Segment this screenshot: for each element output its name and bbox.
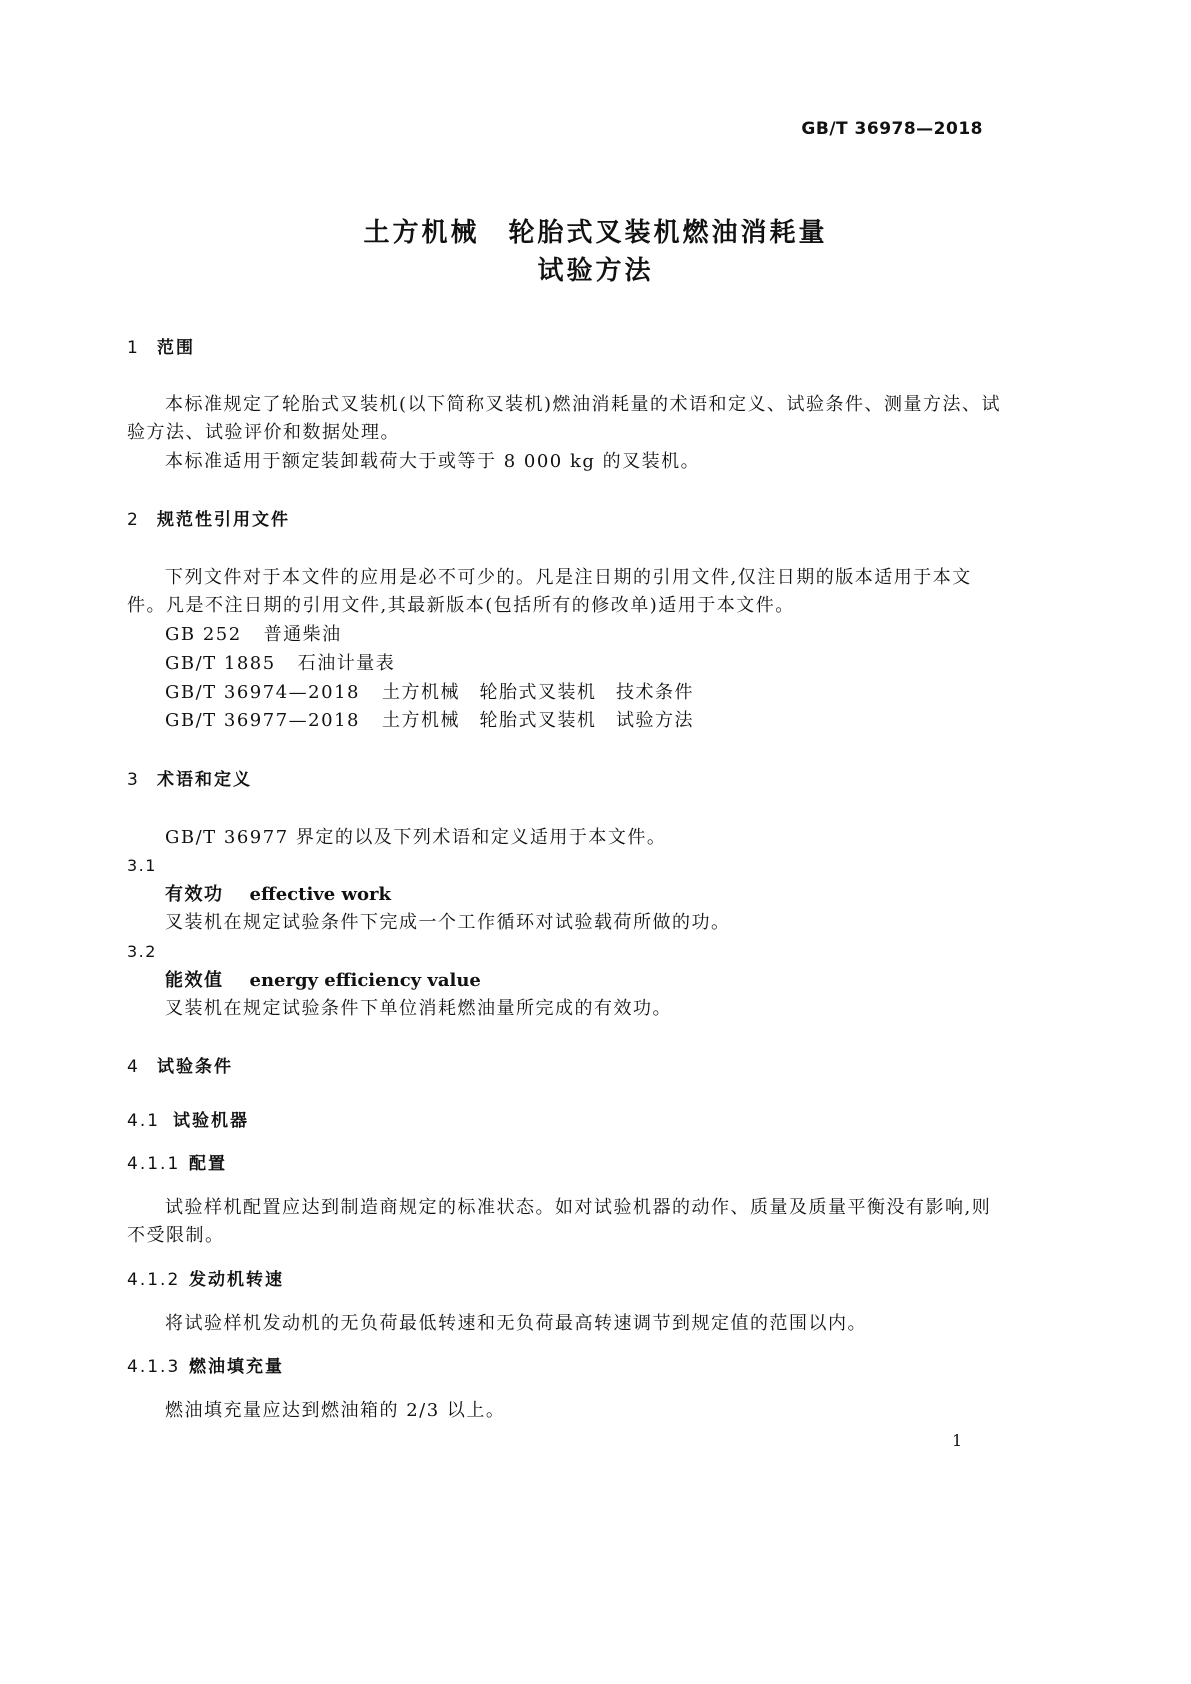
reference-name: 土方机械 轮胎式叉装机 试验方法: [381, 710, 694, 731]
section-number: 1: [127, 338, 140, 358]
section-number: 4: [127, 1057, 140, 1077]
section-number: 4.1.2: [127, 1270, 181, 1290]
title-line-1: 土方机械 轮胎式叉装机燃油消耗量: [363, 218, 828, 248]
section-4-1-1-heading: [127, 1153, 227, 1175]
reference-item: [165, 710, 694, 732]
term-number: 3.2: [127, 942, 157, 961]
reference-code: GB/T 1885: [165, 653, 276, 674]
section-4-1-3-heading: [127, 1356, 284, 1378]
section-title: 术语和定义: [157, 770, 252, 790]
reference-name: 土方机械 轮胎式叉装机 技术条件: [381, 682, 694, 703]
reference-code: GB/T 36977—2018: [165, 710, 360, 731]
section-number: 4.1.1: [127, 1154, 181, 1174]
reference-item: [165, 682, 694, 704]
paragraph: 本标准适用于额定装卸载荷大于或等于 8 000 kg 的叉装机。: [165, 451, 701, 472]
standard-number: GB/T 36978—2018: [801, 119, 983, 139]
section-title: 燃油填充量: [189, 1357, 284, 1377]
section-3-heading: [127, 769, 252, 791]
term-definition: 叉装机在规定试验条件下完成一个工作循环对试验载荷所做的功。: [165, 912, 731, 933]
paragraph: 下列文件对于本文件的应用是必不可少的。凡是注日期的引用文件,仅注日期的版本适用于本文: [165, 567, 972, 588]
section-title: 范围: [157, 338, 195, 358]
paragraph: 试验样机配置应达到制造商规定的标准状态。如对试验机器的动作、质量及质量平衡没有影响,则: [165, 1197, 992, 1218]
section-number: 2: [127, 510, 140, 530]
section-title: 规范性引用文件: [157, 510, 290, 530]
term-zh: 有效功: [165, 884, 224, 905]
term-title: [165, 970, 481, 992]
section-2-heading: [127, 509, 290, 531]
term-en: effective work: [249, 884, 391, 905]
term-number: 3.1: [127, 856, 157, 875]
paragraph: 件。凡是不注日期的引用文件,其最新版本(包括所有的修改单)适用于本文件。: [127, 595, 795, 616]
term-zh: 能效值: [165, 970, 224, 991]
reference-name: 石油计量表: [297, 653, 396, 674]
section-number: 4.1: [127, 1111, 161, 1131]
section-4-1-2-heading: [127, 1269, 284, 1291]
section-number: 3: [127, 770, 140, 790]
paragraph: 不受限制。: [127, 1225, 225, 1246]
paragraph: 燃油填充量应达到燃油箱的 2/3 以上。: [165, 1400, 506, 1421]
reference-name: 普通柴油: [263, 624, 342, 645]
paragraph: 本标准规定了轮胎式叉装机(以下简称叉装机)燃油消耗量的术语和定义、试验条件、测量方法、试: [165, 394, 1002, 415]
reference-item: [165, 653, 395, 675]
paragraph: GB/T 36977 界定的以及下列术语和定义适用于本文件。: [165, 827, 667, 848]
term-title: [165, 884, 391, 906]
section-4-heading: [127, 1056, 233, 1078]
section-title: 试验条件: [157, 1057, 233, 1077]
section-1-heading: [127, 337, 195, 359]
reference-code: GB 252: [165, 624, 242, 645]
term-definition: 叉装机在规定试验条件下单位消耗燃油量所完成的有效功。: [165, 998, 672, 1019]
paragraph: 将试验样机发动机的无负荷最低转速和无负荷最高转速调节到规定值的范围以内。: [165, 1313, 867, 1334]
paragraph: 验方法、试验评价和数据处理。: [127, 422, 400, 443]
section-title: 配置: [189, 1154, 227, 1174]
reference-item: [165, 624, 342, 646]
title-line-2: 试验方法: [537, 256, 654, 286]
section-title: 发动机转速: [189, 1270, 284, 1290]
section-4-1-heading: [127, 1110, 249, 1132]
reference-code: GB/T 36974—2018: [165, 682, 360, 703]
page-number: 1: [952, 1431, 964, 1450]
term-en: energy efficiency value: [249, 970, 481, 991]
section-title: 试验机器: [173, 1111, 249, 1131]
section-number: 4.1.3: [127, 1357, 181, 1377]
